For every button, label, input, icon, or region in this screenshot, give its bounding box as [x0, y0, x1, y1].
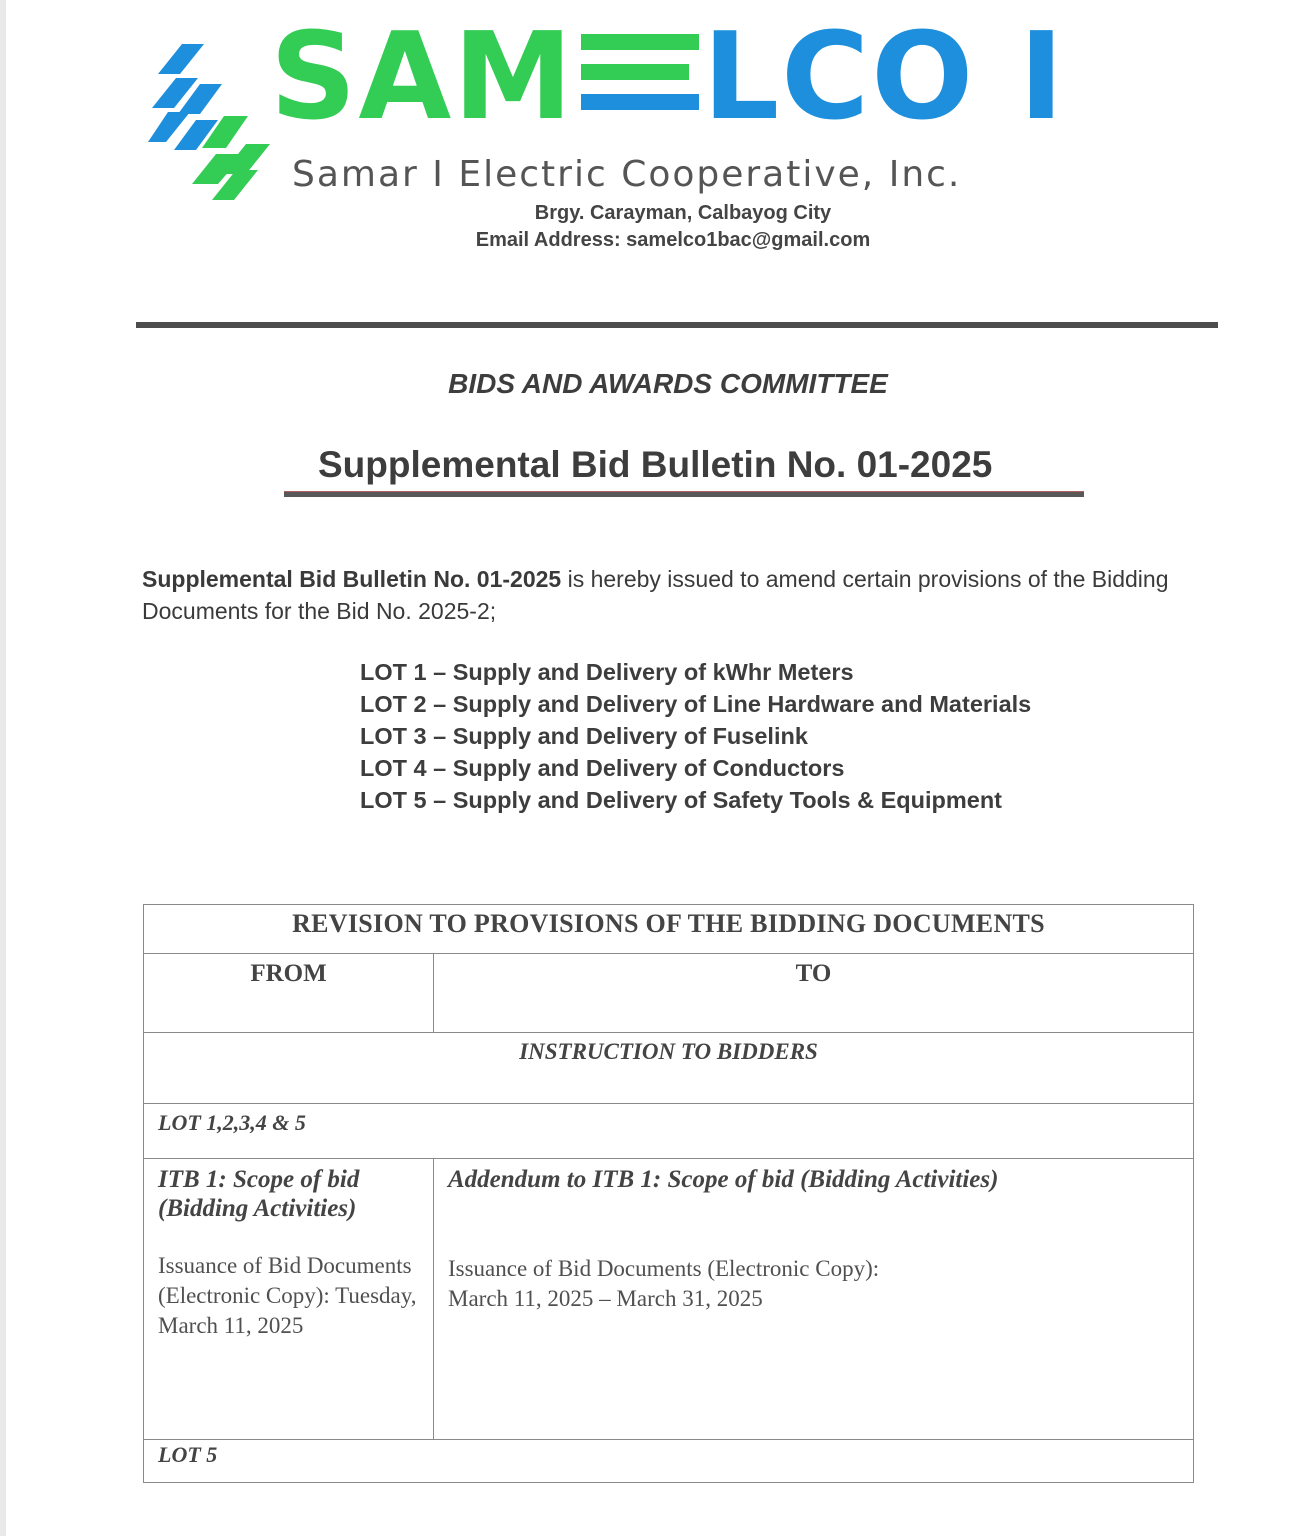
header-divider	[136, 322, 1218, 328]
committee-heading: BIDS AND AWARDS COMMITTEE	[448, 368, 888, 399]
to-text-line1: Issuance of Bid Documents (Electronic Copy):	[448, 1256, 880, 1281]
to-cell	[434, 1159, 1194, 1440]
intro-bold-lead: Supplemental Bid Bulletin No. 01-2025	[142, 566, 562, 592]
table-title: REVISION TO PROVISIONS OF THE BIDDING DOCUMENTS	[144, 905, 1194, 954]
lot-group-label: LOT 1,2,3,4 & 5	[144, 1104, 1194, 1159]
column-header-from: FROM	[144, 954, 434, 1033]
lot-item: LOT 4 – Supply and Delivery of Conductors	[360, 755, 845, 781]
email-address: Email Address: samelco1bac@gmail.com	[475, 229, 871, 251]
table-row	[144, 1440, 1194, 1483]
table-row	[144, 954, 1194, 1033]
column-header-to: TO	[434, 954, 1194, 1033]
title-underline	[284, 492, 1084, 497]
lot-item: LOT 5 – Supply and Delivery of Safety Tools & Equipment	[360, 787, 1003, 813]
lot-item: LOT 3 – Supply and Delivery of Fuselink	[360, 723, 808, 749]
bulletin-title: Supplemental Bid Bulletin No. 01-2025	[318, 444, 993, 485]
table-row	[144, 1159, 1194, 1440]
to-text	[448, 1254, 1181, 1314]
table-row	[144, 1104, 1194, 1159]
lot-item: LOT 2 – Supply and Delivery of Line Hardware and Materials	[360, 691, 1032, 717]
to-text-line2: March 11, 2025 – March 31, 2025	[448, 1286, 763, 1311]
to-heading: Addendum to ITB 1: Scope of bid (Bidding Activities)	[448, 1166, 999, 1193]
lot-list	[360, 656, 1031, 816]
section-heading: INSTRUCTION TO BIDDERS	[144, 1033, 1194, 1104]
from-cell	[144, 1159, 434, 1440]
address: Brgy. Carayman, Calbayog City	[534, 202, 832, 224]
brand-e-bars-icon	[581, 24, 699, 118]
table-row	[144, 905, 1194, 954]
brand-right-text: LCO I	[702, 8, 1066, 147]
scan-edge-shadow	[0, 0, 6, 1536]
cooperative-name: Samar I Electric Cooperative, Inc.	[292, 154, 962, 195]
intro-paragraph	[142, 563, 1192, 627]
revision-table	[143, 904, 1194, 1483]
brand-left-text: SAM	[270, 8, 575, 147]
from-text: Issuance of Bid Documents (Electronic Copy): Tuesday, March 11, 2025	[158, 1253, 417, 1338]
table-row	[144, 1033, 1194, 1104]
intro-text: is hereby issued to amend certain provisions of the Bidding Documents for the Bid No. 2025-2;	[142, 566, 1169, 624]
brand-wordmark	[270, 8, 1066, 147]
from-heading: ITB 1: Scope of bid (Bidding Activities)	[158, 1166, 360, 1222]
last-lot-label: LOT 5	[144, 1440, 1194, 1483]
lot-item: LOT 1 – Supply and Delivery of kWhr Meters	[360, 659, 854, 685]
lightning-bolt-logo-icon	[148, 44, 272, 204]
